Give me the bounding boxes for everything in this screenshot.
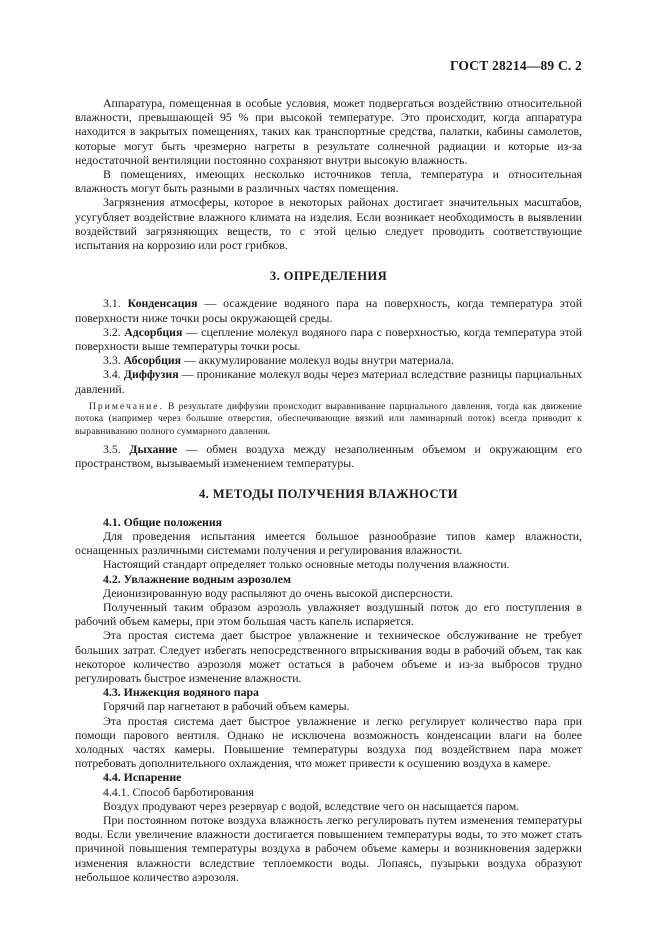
paragraph: Эта простая система дает быстрое увлажнение и легко регулирует количество пара при помощи парового вентиля. Однако не исключена возможность конденсации влаги на более холодных частях камеры. Повышение температуры воздуха под воздействием пара может потребовать дополнительного охлаждения, что может привести к осушению воздуха в камере. [75,713,582,771]
definition-text: — обмен воздуха между незаполненным объемом и окружающим его пространством, вызываемый изменением температуры. [75,442,582,471]
page-content [75,96,582,884]
definition-text: — осаждение водяного пара на поверхность, когда температура этой поверхности ниже точки росы окружающей среды. [75,296,583,325]
definition-term: Адсорбция [124,324,183,339]
subsection-4-3-heading: 4.3. Инжекция водяного пара [103,685,259,700]
definition-3-1 [75,296,582,324]
page-header: ГОСТ 28214—89 С. 2 [449,58,582,73]
definition-text: — сцепление молекул водяного пара с поверхностью, когда температура этой поверхности выше температуры точки росы. [75,324,582,354]
definition-term: Абсорбция [123,353,182,368]
subsection-4-2-heading: 4.2. Увлажнение водным аэрозолем [103,571,292,586]
definition-text: — аккумулирование молекул воды внутри материала. [181,353,454,368]
intro-paragraph-3: Загрязнения атмосферы, которое в некоторых районах достигает значительных масштабов, усугубляет воздействие влажного климата на изделия. Если возникает необходимость в выявлении воздействий загрязняющих веществ, то с этой целью следует проводить соответствующие испытания на коррозию или рост грибков. [75,195,582,253]
subsection-4-4-1-heading: 4.4.1. Способ барботирования [103,784,254,799]
definition-3-3 [75,353,582,367]
note-label: Примечание. [89,400,164,412]
definition-3-2 [75,325,582,353]
definition-term: Конденсация [127,296,198,311]
section-3-title: 3. ОПРЕДЕЛЕНИЯ [269,269,388,284]
paragraph: Горячий пар нагнетают в рабочий объем камеры. [103,699,350,714]
definition-number: 3.2. [103,324,121,339]
paragraph: Полученный таким образом аэрозоль увлажняет воздушный поток до его поступления в рабочий объем камеры, при этом большая часть капель испаряется. [75,599,582,629]
paragraph: Для проведения испытания имеется большое разнообразие типов камер влажности, оснащенных различными системами получения и регулирования влажности. [75,528,582,558]
paragraph: Настоящий стандарт определяет только основные методы получения влажности. [103,557,510,572]
paragraph: Воздух продувают через резервуар с водой, вследствие чего он насыщается паром. [103,798,520,813]
note [75,401,582,438]
definition-3-5 [75,442,582,470]
subsection-4-4-heading: 4.4. Испарение [103,770,182,785]
definition-3-4 [75,367,582,395]
definition-number: 3.3. [103,353,121,368]
subsection-4-1-heading: 4.1. Общие положения [103,514,223,529]
definition-number: 3.5. [103,442,121,457]
paragraph: При постоянном потоке воздуха влажность легко регулировать путем изменения температуры воды. Если увеличение влажности достигается повышением температуры воды, то это может стать причиной повышения температуры воздуха в рабочем объеме камеры и возникновения задержки изменения влажности вследствие теплоемкости воды. Лопаясь, пузырьки воздуха образуют небольшое количество аэрозоля. [75,812,582,884]
paragraph: Эта простая система дает быстрое увлажнение и техническое обслуживание не требует больших затрат. Следует избегать непосредственного впрыскивания воды в рабочий объем, так как некоторое количество аэрозоля может остаться в рабочем объеме и из-за выбросов трудно регулировать быстрое изменение влажности. [75,628,582,685]
intro-paragraph-1: Аппаратура, помещенная в особые условия, может подвергаться воздействию относительной влажности, превышающей 95 % при высокой температуре. Это происходит, когда аппаратура находится в закрытых помещениях, таких как транспортные средства, палатки, кабины самолетов, которые могут быть чрезмерно нагреты в результате солнечной радиации и которые из-за недостаточной вентиляции постоянно сохраняют внутри высокую влажность. [75,96,582,167]
section-4-title: 4. МЕТОДЫ ПОЛУЧЕНИЯ ВЛАЖНОСТИ [198,487,459,502]
note-text: В результате диффузии происходит выравнивание парциального давления, тогда как движение потока (например через большие отверстия, обеспечивающие вязкий или ламинарный поток) всегда приводит к выравниванию полного суммарного давления. [75,400,582,437]
definition-number: 3.4. [103,367,121,382]
definition-term: Диффузия [123,367,179,382]
definition-term: Дыхание [129,442,178,457]
paragraph: Деионизированную воду распыляют до очень высокой дисперсности. [103,585,454,600]
intro-paragraph-2: В помещениях, имеющих несколько источников тепла, температура и относительная влажность могут быть разными в различных частях помещения. [75,167,582,196]
definition-number: 3.1. [103,296,121,311]
definition-text: — проникание молекул воды через материал вследствие разницы парциальных давлений. [75,367,582,396]
